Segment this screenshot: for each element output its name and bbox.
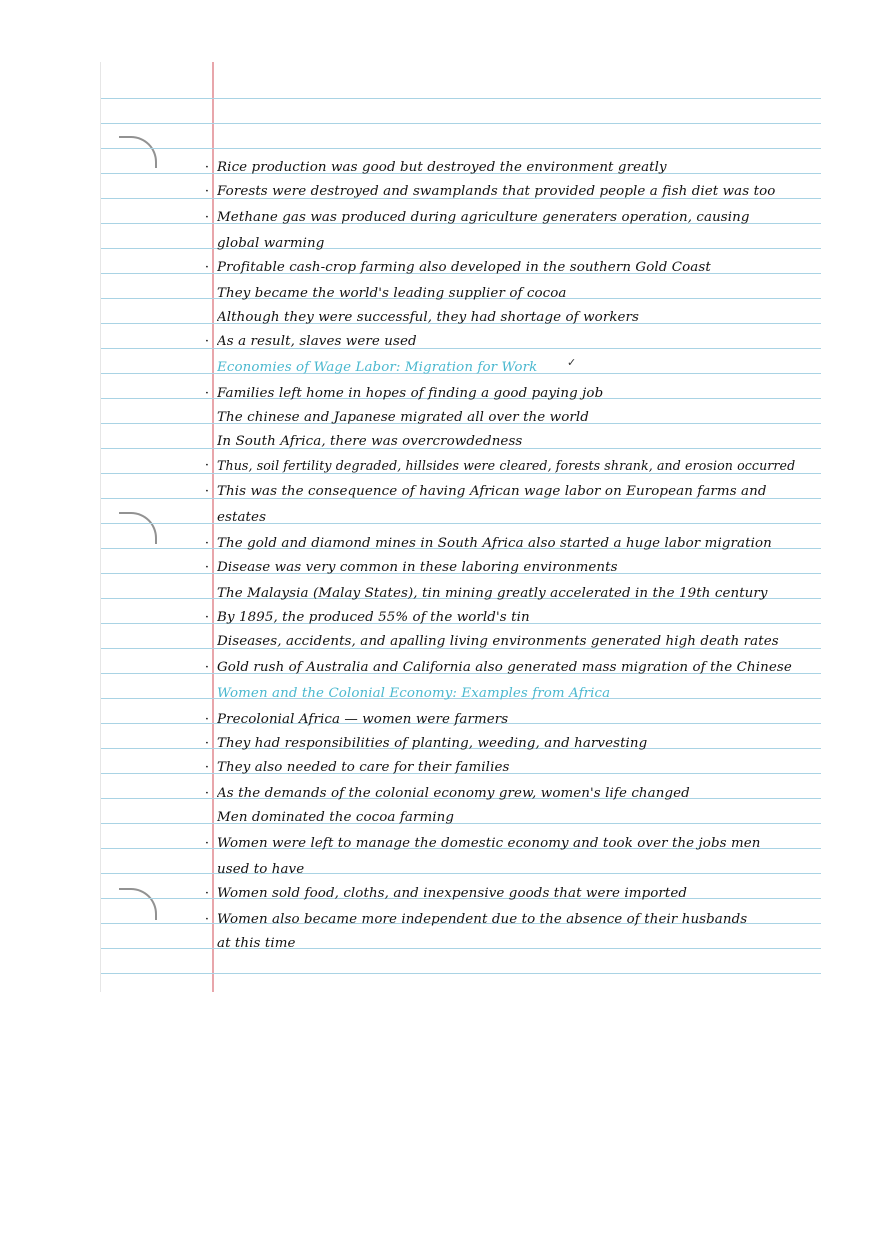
note-line: Although they were successful, they had shortage of workers bbox=[217, 310, 640, 325]
bullet-point: · bbox=[204, 736, 210, 751]
bullet-point: · bbox=[204, 836, 210, 851]
bullet-point: · bbox=[204, 536, 210, 551]
bullet-point: · bbox=[204, 386, 210, 401]
note-line: Gold rush of Australia and California also generated mass migration of the Chinese bbox=[217, 660, 792, 675]
note-line: Precolonial Africa — women were farmers bbox=[217, 712, 509, 727]
bullet-point: · bbox=[204, 210, 210, 225]
note-line: The Malaysia (Malay States), tin mining greatly accelerated in the 19th century bbox=[217, 586, 768, 601]
bullet-point: · bbox=[204, 260, 210, 275]
check-mark: ✓ bbox=[567, 356, 577, 369]
bullet-point: · bbox=[204, 886, 210, 901]
bullet-point: · bbox=[204, 484, 210, 499]
bullet-point: · bbox=[204, 160, 210, 175]
note-line: Methane gas was produced during agriculture generaters operation, causing bbox=[217, 210, 750, 225]
note-line: Women also became more independent due to the absence of their husbands bbox=[217, 912, 748, 927]
note-line: Disease was very common in these laboring environments bbox=[217, 560, 618, 575]
note-line: global warming bbox=[217, 236, 325, 251]
notebook-page bbox=[100, 62, 821, 992]
note-line: Women were left to manage the domestic economy and took over the jobs men bbox=[217, 836, 761, 851]
note-line: Women sold food, cloths, and inexpensive goods that were imported bbox=[217, 886, 688, 901]
note-line: Families left home in hopes of finding a good paying job bbox=[217, 386, 604, 401]
note-line: Thus, soil fertility degraded, hillsides were cleared, forests shrank, and erosion occurred bbox=[217, 458, 796, 473]
note-line: In South Africa, there was overcrowdedness bbox=[217, 434, 523, 449]
bullet-point: · bbox=[204, 610, 210, 625]
bullet-point: · bbox=[204, 912, 210, 927]
bullet-point: · bbox=[204, 712, 210, 727]
section-heading: Women and the Colonial Economy: Examples from Africa bbox=[217, 686, 611, 701]
note-line: Men dominated the cocoa farming bbox=[217, 810, 455, 825]
note-line: This was the consequence of having African wage labor on European farms and bbox=[217, 484, 767, 499]
note-line: at this time bbox=[217, 936, 296, 951]
handwritten-notes bbox=[101, 62, 821, 992]
bullet-point: · bbox=[204, 786, 210, 801]
note-line: used to have bbox=[217, 862, 305, 877]
note-line: They had responsibilities of planting, weeding, and harvesting bbox=[217, 736, 648, 751]
note-line: Diseases, accidents, and apalling living environments generated high death rates bbox=[217, 634, 779, 649]
bullet-point: · bbox=[204, 458, 210, 473]
note-line: By 1895, the produced 55% of the world's tin bbox=[217, 610, 530, 625]
note-line: They became the world's leading supplier of cocoa bbox=[217, 286, 567, 301]
note-line: Profitable cash-crop farming also developed in the southern Gold Coast bbox=[217, 260, 711, 275]
note-line: Forests were destroyed and swamplands that provided people a fish diet was too bbox=[217, 184, 776, 199]
note-line: estates bbox=[217, 510, 267, 525]
bullet-point: · bbox=[204, 184, 210, 199]
note-line: As a result, slaves were used bbox=[217, 334, 417, 349]
note-line: The gold and diamond mines in South Africa also started a huge labor migration bbox=[217, 536, 772, 551]
bullet-point: · bbox=[204, 334, 210, 349]
bullet-point: · bbox=[204, 560, 210, 575]
bullet-point: · bbox=[204, 760, 210, 775]
note-line: Rice production was good but destroyed the environment greatly bbox=[217, 160, 667, 175]
note-line: As the demands of the colonial economy grew, women's life changed bbox=[217, 786, 690, 801]
note-line: They also needed to care for their families bbox=[217, 760, 510, 775]
bullet-point: · bbox=[204, 660, 210, 675]
section-heading: Economies of Wage Labor: Migration for Work bbox=[217, 360, 538, 375]
note-line: The chinese and Japanese migrated all over the world bbox=[217, 410, 589, 425]
